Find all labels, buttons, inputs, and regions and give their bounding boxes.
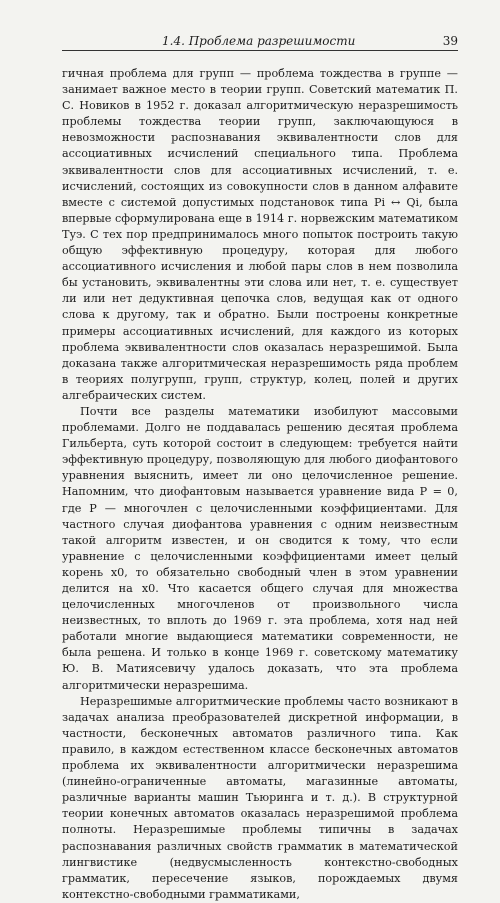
body-text (62, 66, 458, 903)
paragraph-automata: Неразрешимые алгоритмические проблемы часто возникают в задачах анализа преобразователей дискретной информации, в частности, бесконечных автоматов различного типа. Как правило, в каждом естественном классе бесконечных автоматов проблема их эквивалентности алгоритмически неразрешима (линейно-ограниченные автоматы, магазинные автоматы, различные варианты машин Тьюринга и т. д.). В структурной теории конечных автоматов оказалась неразрешимой проблема полноты. Неразрешимые проблемы типичны в задачах распознавания различных свойств грамматик в математической лингвистике (недвусмысленность контекстно-свободных грамматик, пересечение языков, порождаемых двумя контекстно-свободными грамматиками, (62, 694, 458, 901)
section-title: 1.4. Проблема разрешимости (162, 34, 356, 48)
running-header (62, 34, 458, 51)
paragraph-hilbert-problem: Почти все разделы математики изобилуют массовыми проблемами. Долго не поддавалась решению десятая проблема Гильберта, суть которой состоит в следующем: требуется найти эффективную процедуру, позволяющую для любого диофантового уравнения выяснить, имеет ли оно целочисленное решение. Напомним, что диофантовым называется уравнение вида P = 0, где P — многочлен с целочисленными коэффициентами. Для частного случая диофантова уравнения с одним неизвестным такой алгоритм известен, и он сводится к тому, что если уравнение с целочисленными коэффициентами имеет целый корень x0, то обязательно свободный член в этом уравнении делится на x0. Что касается общего случая для множества целочисленных многочленов от произвольного числа неизвестных, то вплоть до 1969 г. эта проблема, хотя над ней работали многие выдающиеся математики современности, не была решена. И только в конце 1969 г. советскому математику Ю. В. Матиясевичу удалось доказать, что эта проблема алгоритмически неразрешима. (62, 404, 458, 692)
page-number: 39 (442, 34, 458, 48)
paragraph-continuation: гичная проблема для групп — проблема тождества в группе — занимает важное место в теории групп. Советский математик П. С. Новиков в 1952 г. доказал алгоритмическую неразрешимость проблемы тождества теории групп, заключающуюся в невозможности распознавания эквивалентности слов для ассоциативных исчислений специального типа. Проблема эквивалентности слов для ассоциативных исчислений, т. е. исчислений, состоящих из совокупности слов в данном алфавите вместе с системой допустимых подстановок типа Pi ↔ Qi, была впервые сформулирована еще в 1914 г. норвежским математиком Туэ. С тех пор предпринималось много попыток построить такую общую эффективную процедуру, которая для любого ассоциативного исчисления и любой пары слов в нем позволила бы установить, эквивалентны эти слова или нет, т. е. существует ли или нет дедуктивная цепочка слов, ведущая как от одного слова к другому, так и обратно. Были построены конкретные примеры ассоциативных исчислений, для каждого из которых проблема эквивалентности слов оказалась неразрешимой. Была доказана также алгоритмическая неразрешимость ряда проблем в теориях полугрупп, групп, структур, колец, полей и других алгебраических систем. (62, 67, 458, 402)
